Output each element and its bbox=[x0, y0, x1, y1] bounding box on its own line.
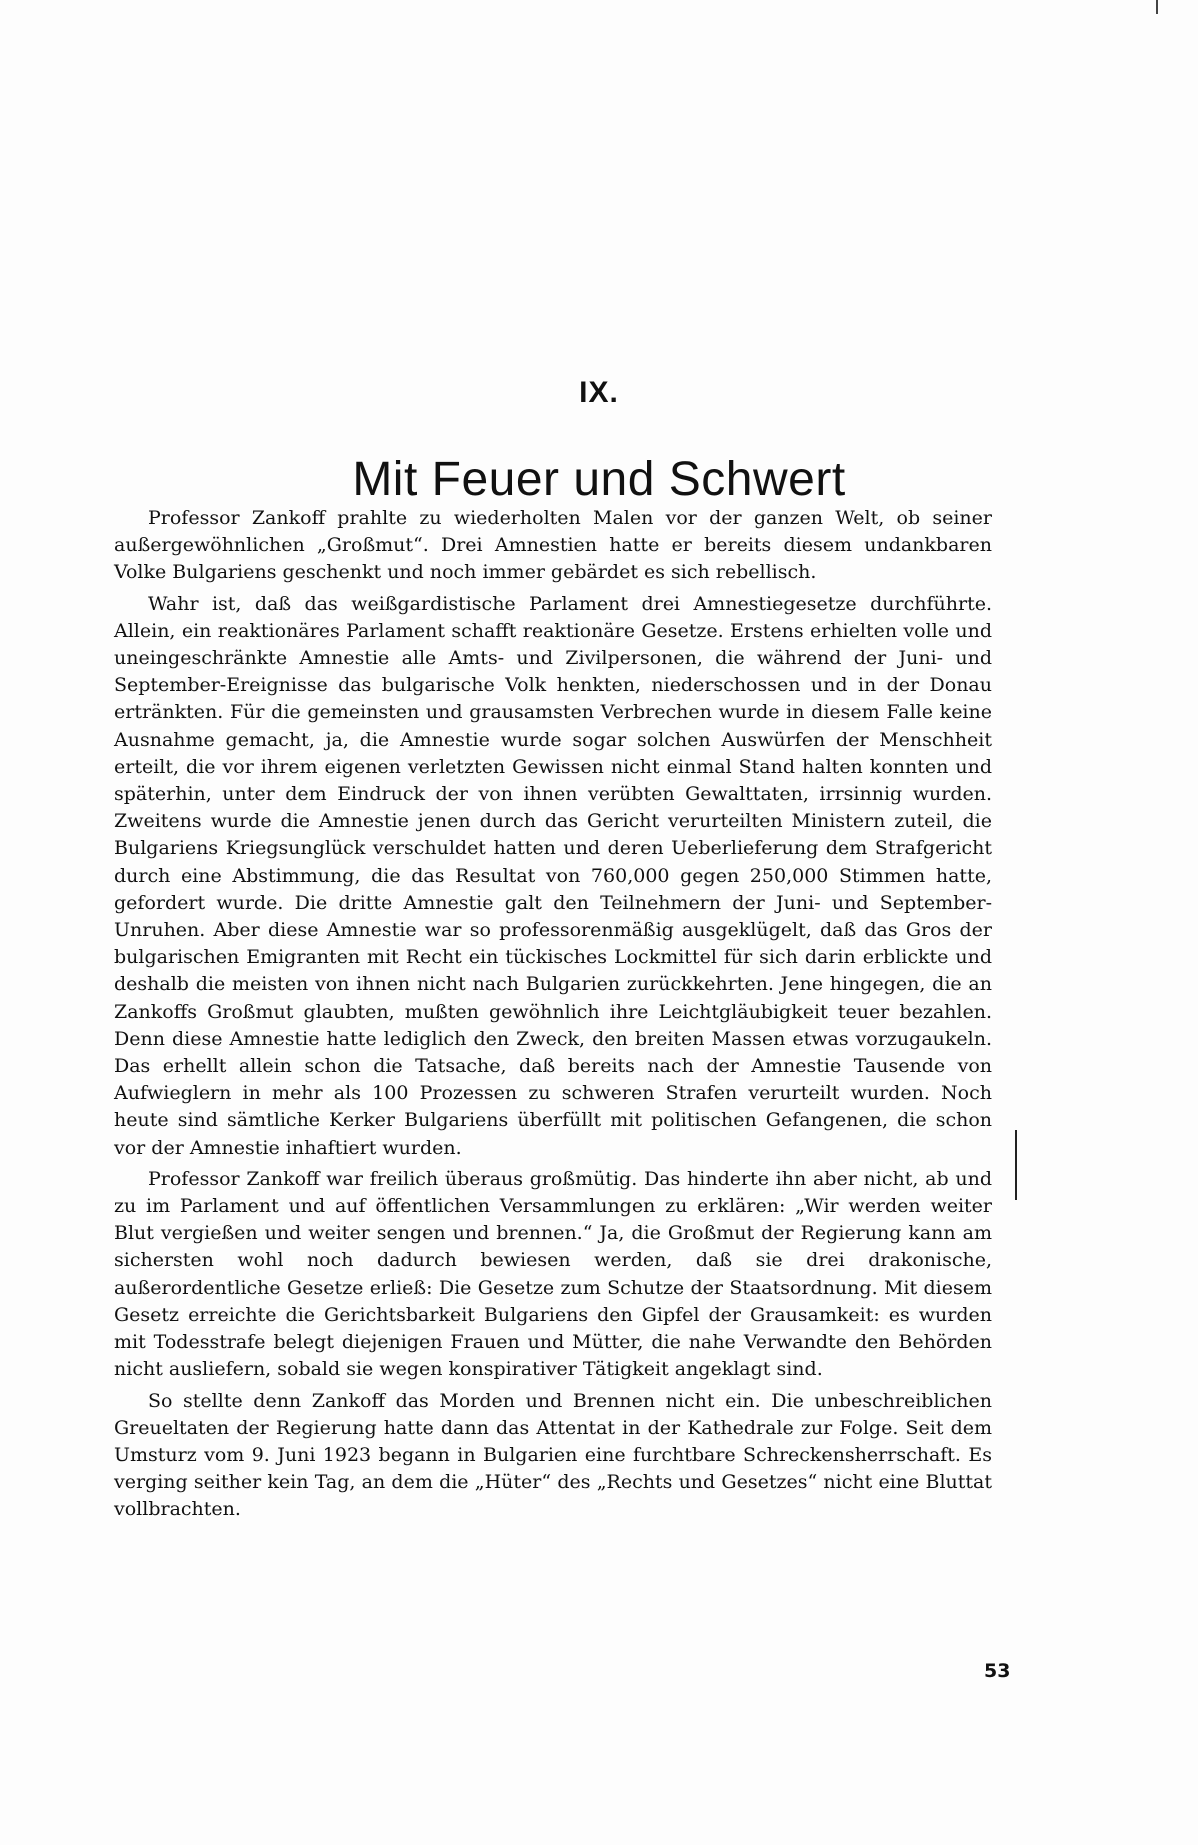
scan-mark bbox=[1156, 0, 1158, 14]
chapter-number: IX. bbox=[579, 376, 619, 409]
chapter-body bbox=[114, 505, 992, 1528]
paragraph: Wahr ist, daß das weißgardistische Parlament drei Amnestiegesetze durchführte. Allein, ein reaktionäres Parlament schafft reaktionäre Gesetze. Erstens erhielten volle und uneingeschränkte Amnestie alle Amts- und Zivilpersonen, die während der Juni- und September-Ereignisse das bulgarische Volk henkten, niederschossen und in der Donau ertränkten. Für die gemeinsten und grausamsten Verbrechen wurde in diesem Falle keine Ausnahme gemacht, ja, die Amnestie wurde sogar solchen Auswürfen der Menschheit erteilt, die vor ihrem eigenen verletzten Gewissen nicht einmal Stand halten konnten und späterhin, unter dem Eindruck der von ihnen verübten Gewalttaten, irrsinnig wurden. Zweitens wurde die Amnestie jenen durch das Gericht verurteilten Ministern zuteil, die Bulgariens Kriegsunglück verschuldet hatten und deren Ueberlieferung dem Strafgericht durch eine Abstimmung, die das Resultat von 760,000 gegen 250,000 Stimmen hatte, gefordert wurde. Die dritte Amnestie galt den Teilnehmern der Juni- und September-Unruhen. Aber diese Amnestie war so professorenmäßig ausgeklügelt, daß das Gros der bulgarischen Emigranten mit Recht ein tückisches Lockmittel für sich darin erblickte und deshalb die meisten von ihnen nicht nach Bulgarien zurückkehrten. Jene hingegen, die an Zankoffs Großmut glaubten, mußten gewöhnlich ihre Leichtgläubigkeit teuer bezahlen. Denn diese Amnestie hatte lediglich den Zweck, den breiten Massen etwas vorzugaukeln. Das erhellt allein schon die Tatsache, daß bereits nach der Amnestie Tausende von Aufwieglern in mehr als 100 Prozessen zu schweren Strafen verurteilt wurden. Noch heute sind sämtliche Kerker Bulgariens überfüllt mit politischen Gefangenen, die schon vor der Amnestie inhaftiert wurden. bbox=[114, 592, 992, 1159]
paragraph: Professor Zankoff war freilich überaus großmütig. Das hinderte ihn aber nicht, ab und zu im Parlament und auf öffentlichen Versammlungen zu erklären: „Wir werden weiter Blut vergießen und weiter sengen und brennen.“ Ja, die Großmut der Regierung kann am sichersten wohl noch dadurch bewiesen werden, daß sie drei drakonische, außerordentliche Gesetze erließ: Die Gesetze zum Schutze der Staatsordnung. Mit diesem Gesetz erreichte die Gerichtsbarkeit Bulgariens den Gipfel der Grausamkeit: es wurden mit Todesstrafe belegt diejenigen Frauen und Mütter, die nahe Verwandte den Behörden nicht ausliefern, sobald sie wegen konspirativer Tätigkeit angeklagt sind. bbox=[114, 1167, 992, 1381]
paragraph: Professor Zankoff prahlte zu wiederholten Malen vor der ganzen Welt, ob seiner außergewöhnlichen „Großmut“. Drei Amnestien hatte er bereits diesem undankbaren Volke Bulgariens geschenkt und noch immer gebärdet es sich rebellisch. bbox=[114, 507, 992, 584]
margin-line bbox=[1015, 1130, 1017, 1200]
chapter-title: Mit Feuer und Schwert bbox=[352, 453, 846, 507]
page-number: 53 bbox=[984, 1660, 1011, 1682]
paragraph: So stellte denn Zankoff das Morden und Brennen nicht ein. Die unbeschreiblichen Greueltaten der Regierung hatte dann das Attentat in der Kathedrale zur Folge. Seit dem Umsturz vom 9. Juni 1923 begann in Bulgarien eine furchtbare Schreckensherrschaft. Es verging seither kein Tag, an dem die „Hüter“ des „Rechts und Gesetzes“ nicht eine Bluttat vollbrachten. bbox=[114, 1389, 992, 1521]
